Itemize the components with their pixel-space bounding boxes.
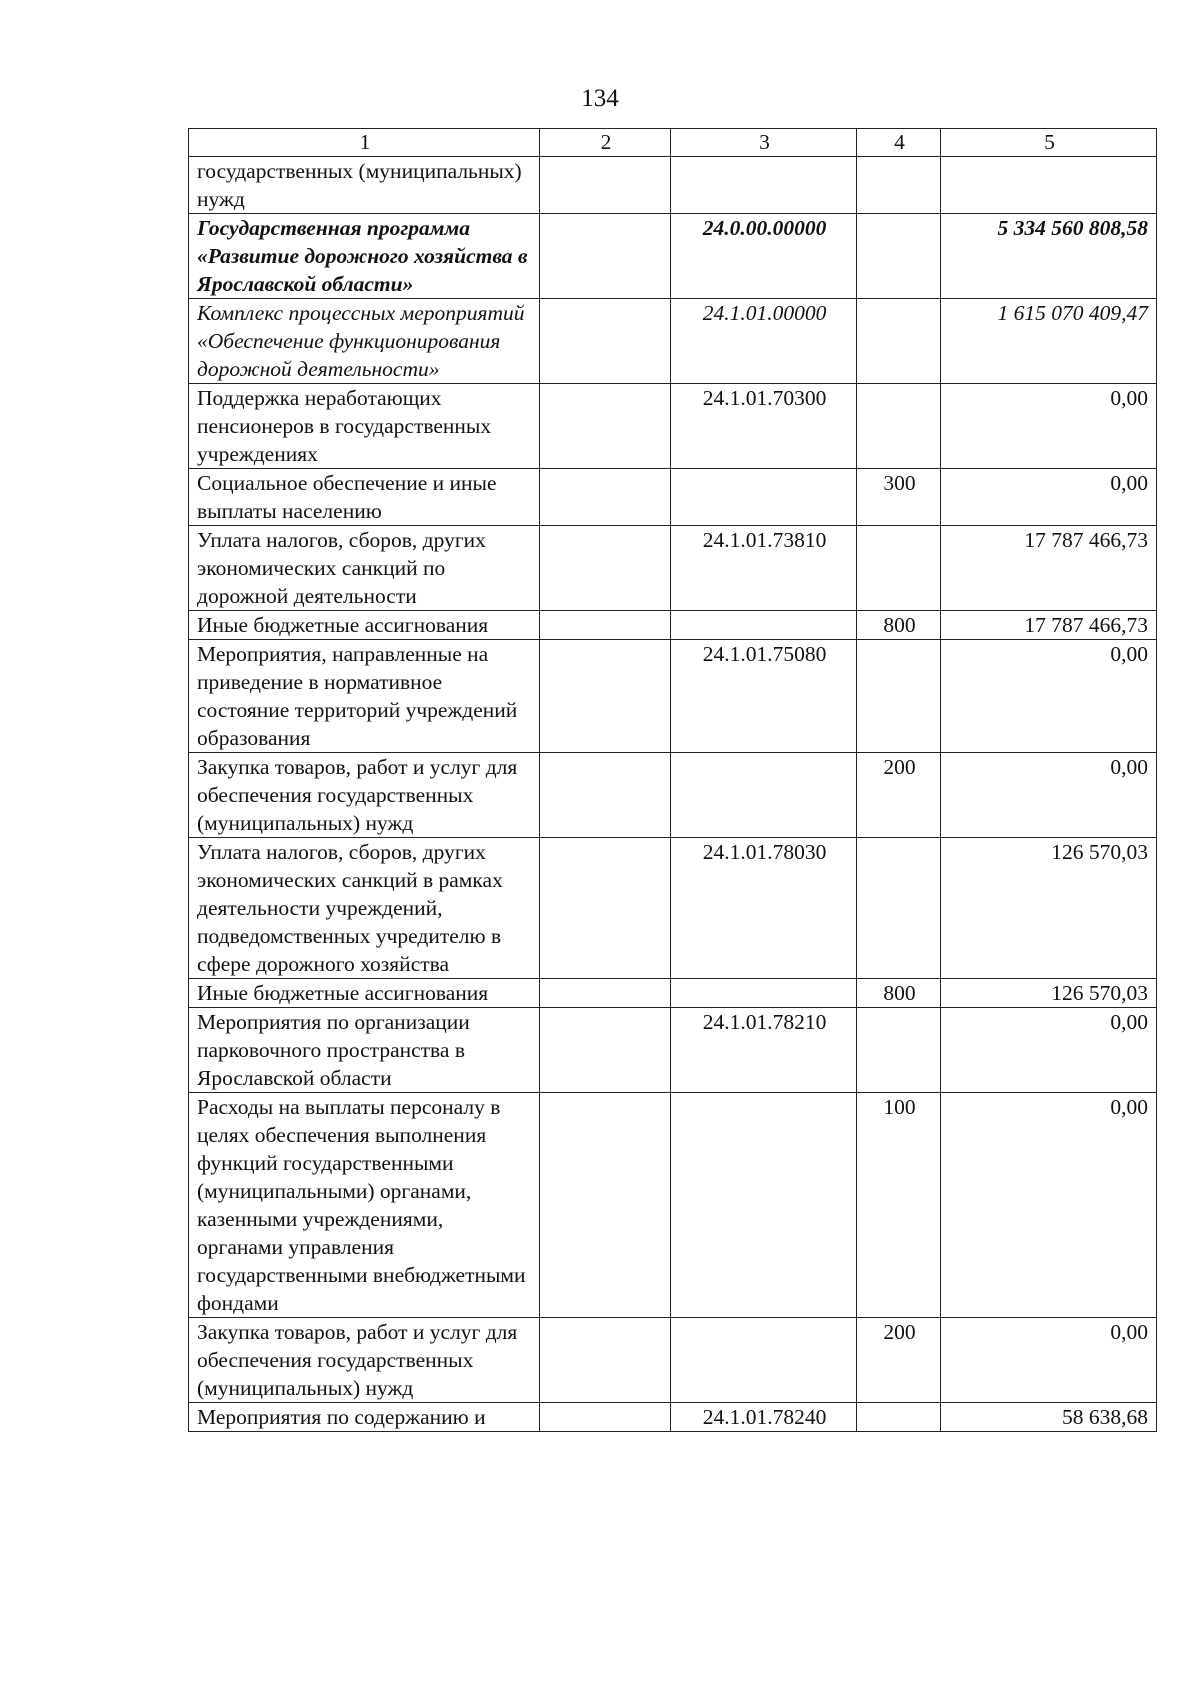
table-row — [189, 214, 1157, 299]
table-row — [189, 979, 1157, 1008]
row-amount-cell: 0,00 — [941, 1008, 1157, 1093]
row-name-cell: Государственная программа «Развитие дорожного хозяйства в Ярославской области» — [189, 214, 540, 299]
header-col-2: 2 — [540, 129, 671, 157]
row-code-cell: 24.1.01.78210 — [671, 1008, 857, 1093]
row-amount-cell: 0,00 — [941, 1318, 1157, 1403]
row-col2-cell — [540, 1318, 671, 1403]
row-code-cell: 24.1.01.70300 — [671, 384, 857, 469]
row-name-cell: Мероприятия по организации парковочного пространства в Ярославской области — [189, 1008, 540, 1093]
row-amount-cell — [941, 157, 1157, 214]
row-code-cell: 24.0.00.00000 — [671, 214, 857, 299]
row-col2-cell — [540, 1008, 671, 1093]
row-type-cell — [857, 214, 941, 299]
row-col2-cell — [540, 753, 671, 838]
row-col2-cell — [540, 299, 671, 384]
row-col2-cell — [540, 384, 671, 469]
row-amount-cell: 0,00 — [941, 753, 1157, 838]
table-row — [189, 611, 1157, 640]
row-name-cell: Мероприятия, направленные на приведение в нормативное состояние территорий учреждений образования — [189, 640, 540, 753]
row-code-cell — [671, 157, 857, 214]
row-name-cell: Комплекс процессных мероприятий «Обеспечение функционирования дорожной деятельности» — [189, 299, 540, 384]
row-col2-cell — [540, 611, 671, 640]
row-name-cell: Расходы на выплаты персоналу в целях обеспечения выполнения функций государственными (муниципальными) органами, казенными учреждениями, органами управления государственными внебюджетными фондами — [189, 1093, 540, 1318]
row-name-cell: Закупка товаров, работ и услуг для обеспечения государственных (муниципальных) нужд — [189, 1318, 540, 1403]
row-amount-cell: 17 787 466,73 — [941, 611, 1157, 640]
row-type-cell: 200 — [857, 753, 941, 838]
row-amount-cell: 126 570,03 — [941, 979, 1157, 1008]
row-code-cell — [671, 469, 857, 526]
header-col-1: 1 — [189, 129, 540, 157]
row-name-cell: Социальное обеспечение и иные выплаты населению — [189, 469, 540, 526]
row-name-cell: Мероприятия по содержанию и — [189, 1403, 540, 1432]
row-code-cell: 24.1.01.73810 — [671, 526, 857, 611]
row-code-cell — [671, 611, 857, 640]
header-col-4: 4 — [857, 129, 941, 157]
row-code-cell — [671, 753, 857, 838]
row-name-cell: Иные бюджетные ассигнования — [189, 611, 540, 640]
row-type-cell — [857, 1008, 941, 1093]
row-amount-cell: 0,00 — [941, 1093, 1157, 1318]
budget-table — [188, 128, 1157, 1432]
row-name-cell: Поддержка неработающих пенсионеров в государственных учреждениях — [189, 384, 540, 469]
row-amount-cell: 0,00 — [941, 469, 1157, 526]
row-code-cell: 24.1.01.78240 — [671, 1403, 857, 1432]
row-type-cell — [857, 640, 941, 753]
row-col2-cell — [540, 526, 671, 611]
row-type-cell — [857, 157, 941, 214]
row-amount-cell: 126 570,03 — [941, 838, 1157, 979]
table-row — [189, 1008, 1157, 1093]
row-code-cell — [671, 1318, 857, 1403]
row-type-cell — [857, 526, 941, 611]
row-type-cell — [857, 1403, 941, 1432]
table-row — [189, 157, 1157, 214]
row-col2-cell — [540, 979, 671, 1008]
table-row — [189, 753, 1157, 838]
table-row — [189, 384, 1157, 469]
table-row — [189, 1318, 1157, 1403]
row-type-cell — [857, 299, 941, 384]
table-row — [189, 838, 1157, 979]
row-name-cell: государственных (муниципальных) нужд — [189, 157, 540, 214]
row-code-cell — [671, 979, 857, 1008]
row-col2-cell — [540, 469, 671, 526]
header-col-3: 3 — [671, 129, 857, 157]
table-row — [189, 299, 1157, 384]
row-name-cell: Уплата налогов, сборов, других экономических санкций по дорожной деятельности — [189, 526, 540, 611]
row-code-cell: 24.1.01.00000 — [671, 299, 857, 384]
table-header-row — [189, 129, 1157, 157]
table-row — [189, 469, 1157, 526]
row-col2-cell — [540, 640, 671, 753]
row-code-cell — [671, 1093, 857, 1318]
header-col-5: 5 — [941, 129, 1157, 157]
row-col2-cell — [540, 214, 671, 299]
row-type-cell — [857, 384, 941, 469]
row-type-cell: 200 — [857, 1318, 941, 1403]
table-row — [189, 1403, 1157, 1432]
row-amount-cell: 1 615 070 409,47 — [941, 299, 1157, 384]
row-type-cell: 300 — [857, 469, 941, 526]
row-type-cell: 100 — [857, 1093, 941, 1318]
row-type-cell: 800 — [857, 611, 941, 640]
row-amount-cell: 17 787 466,73 — [941, 526, 1157, 611]
row-name-cell: Закупка товаров, работ и услуг для обеспечения государственных (муниципальных) нужд — [189, 753, 540, 838]
row-amount-cell: 0,00 — [941, 384, 1157, 469]
row-code-cell: 24.1.01.78030 — [671, 838, 857, 979]
row-col2-cell — [540, 1093, 671, 1318]
table-row — [189, 1093, 1157, 1318]
row-type-cell: 800 — [857, 979, 941, 1008]
row-col2-cell — [540, 157, 671, 214]
row-type-cell — [857, 838, 941, 979]
table-row — [189, 640, 1157, 753]
table-row — [189, 526, 1157, 611]
page-number: 134 — [581, 85, 619, 112]
row-code-cell: 24.1.01.75080 — [671, 640, 857, 753]
row-name-cell: Иные бюджетные ассигнования — [189, 979, 540, 1008]
row-col2-cell — [540, 1403, 671, 1432]
budget-table-body — [189, 129, 1157, 1432]
row-col2-cell — [540, 838, 671, 979]
row-amount-cell: 0,00 — [941, 640, 1157, 753]
row-name-cell: Уплата налогов, сборов, других экономических санкций в рамках деятельности учреждений, подведомственных учредителю в сфере дорожного хозяйства — [189, 838, 540, 979]
row-amount-cell: 58 638,68 — [941, 1403, 1157, 1432]
row-amount-cell: 5 334 560 808,58 — [941, 214, 1157, 299]
